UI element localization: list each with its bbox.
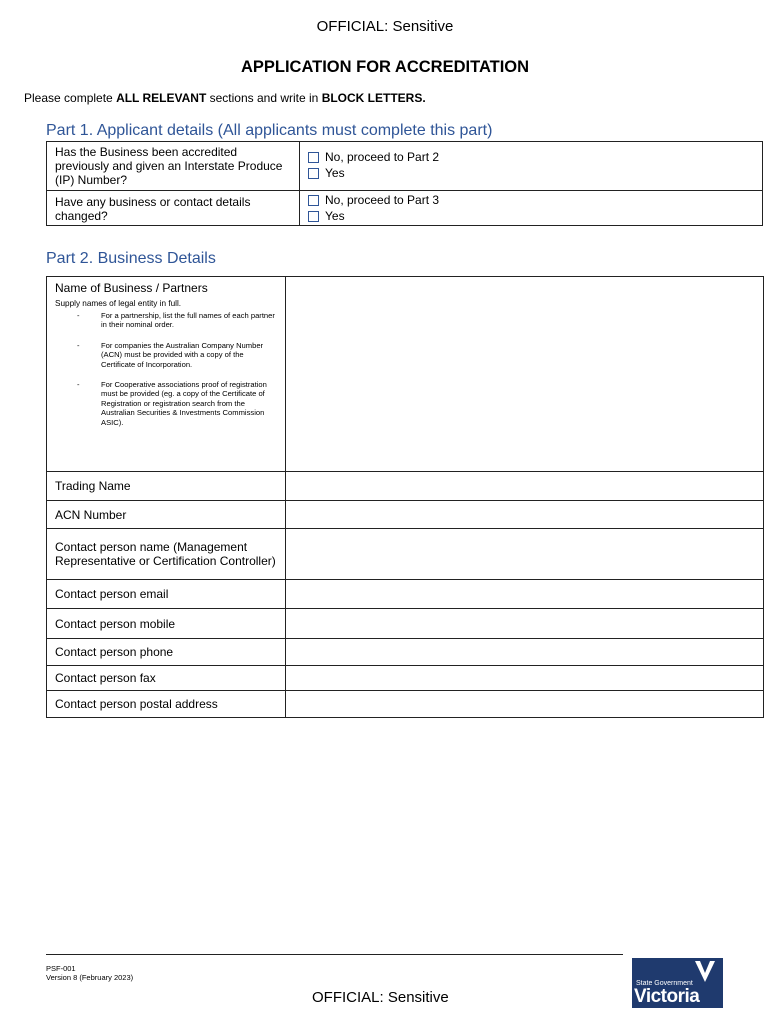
contact-email-label: Contact person email	[47, 580, 286, 609]
contact-email-input[interactable]	[286, 580, 764, 609]
instructions	[24, 91, 426, 105]
acn-number-input[interactable]	[286, 501, 764, 529]
contact-name-input[interactable]	[286, 529, 764, 580]
note-companies: For companies the Australian Company Number (ACN) must be provided with a copy of the Certificate of Incorporation.	[101, 340, 264, 369]
checkbox-no-part3[interactable]	[308, 195, 319, 206]
business-name-subtext: Supply names of legal entity in full.	[55, 299, 182, 308]
contact-mobile-label: Contact person mobile	[47, 609, 286, 639]
contact-phone-input[interactable]	[286, 639, 764, 666]
instructions-prefix: Please complete	[24, 91, 117, 105]
row-trading-name	[47, 472, 764, 501]
option-yes-accredited[interactable]	[308, 165, 754, 181]
business-name-label-cell	[47, 277, 286, 472]
part2-heading: Part 2. Business Details	[46, 250, 216, 267]
option-label: Yes	[325, 209, 345, 223]
form-version: Version 8 (February 2023)	[46, 973, 134, 982]
footer-divider	[46, 954, 623, 955]
logo-victoria: Victoria	[634, 986, 700, 1007]
option-label: No, proceed to Part 2	[325, 150, 440, 164]
part1-table	[46, 141, 763, 226]
row-business-name	[47, 277, 764, 472]
acn-number-label: ACN Number	[47, 501, 286, 529]
note-item: - For Cooperative associations proof of registration must be provided (eg. a copy of the Certificate of Registration or registration search from the Australian Securities & Investments Commission ASIC).	[55, 380, 277, 427]
instructions-bold-relevant: ALL RELEVANT	[116, 91, 207, 105]
trading-name-input[interactable]	[286, 472, 764, 501]
victoria-government-logo	[632, 958, 723, 1008]
form-code-block	[46, 964, 133, 982]
contact-phone-label: Contact person phone	[47, 639, 286, 666]
part1-row-accredited	[47, 142, 763, 191]
option-label: No, proceed to Part 3	[325, 193, 440, 207]
row-contact-name	[47, 529, 764, 580]
business-name-input[interactable]	[286, 277, 764, 472]
row-contact-phone	[47, 639, 764, 666]
option-yes-changed[interactable]	[308, 208, 754, 224]
part1-row-changed	[47, 191, 763, 226]
options-accredited	[300, 142, 763, 191]
part1-heading: Part 1. Applicant details (All applicants must complete this part)	[46, 122, 493, 139]
contact-fax-input[interactable]	[286, 666, 764, 691]
contact-name-label: Contact person name (Management Representative or Certification Controller)	[47, 529, 286, 580]
instructions-bold-block: BLOCK LETTERS.	[321, 91, 426, 105]
option-no-accredited[interactable]	[308, 149, 754, 165]
checkbox-no-part2[interactable]	[308, 152, 319, 163]
note-partnership: For a partnership, list the full names of each partner in their nominal order.	[101, 311, 275, 330]
contact-postal-label: Contact person postal address	[47, 691, 286, 718]
row-contact-email	[47, 580, 764, 609]
contact-fax-label: Contact person fax	[47, 666, 286, 691]
instructions-middle: sections and write in	[206, 91, 322, 105]
business-name-notes	[55, 311, 277, 427]
option-label: Yes	[325, 166, 345, 180]
form-code: PSF-001	[46, 964, 76, 973]
header-classification: OFFICIAL: Sensitive	[316, 18, 454, 35]
question-accredited: Has the Business been accredited previously and given an Interstate Produce (IP) Number?	[47, 142, 300, 191]
checkbox-yes-accredited[interactable]	[308, 168, 319, 179]
question-changed: Have any business or contact details changed?	[47, 191, 300, 226]
row-acn-number	[47, 501, 764, 529]
checkbox-yes-changed[interactable]	[308, 211, 319, 222]
trading-name-label: Trading Name	[47, 472, 286, 501]
footer-classification: OFFICIAL: Sensitive	[312, 989, 449, 1006]
contact-mobile-input[interactable]	[286, 609, 764, 639]
document-title: APPLICATION FOR ACCREDITATION	[240, 58, 530, 76]
note-cooperatives: For Cooperative associations proof of registration must be provided (eg. a copy of the Certificate of Registration or registration search from the Australian Securities & Investments Commission ASIC).	[101, 380, 267, 427]
part2-table	[46, 276, 764, 718]
note-item: - For a partnership, list the full names of each partner in their nominal order.	[55, 311, 277, 330]
note-item: - For companies the Australian Company Number (ACN) must be provided with a copy of the Certificate of Incorporation.	[55, 341, 277, 369]
logo-state-government: State Government	[636, 980, 693, 987]
option-no-changed[interactable]	[308, 192, 754, 208]
row-contact-postal	[47, 691, 764, 718]
options-changed	[300, 191, 763, 226]
row-contact-mobile	[47, 609, 764, 639]
contact-postal-input[interactable]	[286, 691, 764, 718]
business-name-label: Name of Business / Partners	[55, 281, 208, 295]
row-contact-fax	[47, 666, 764, 691]
